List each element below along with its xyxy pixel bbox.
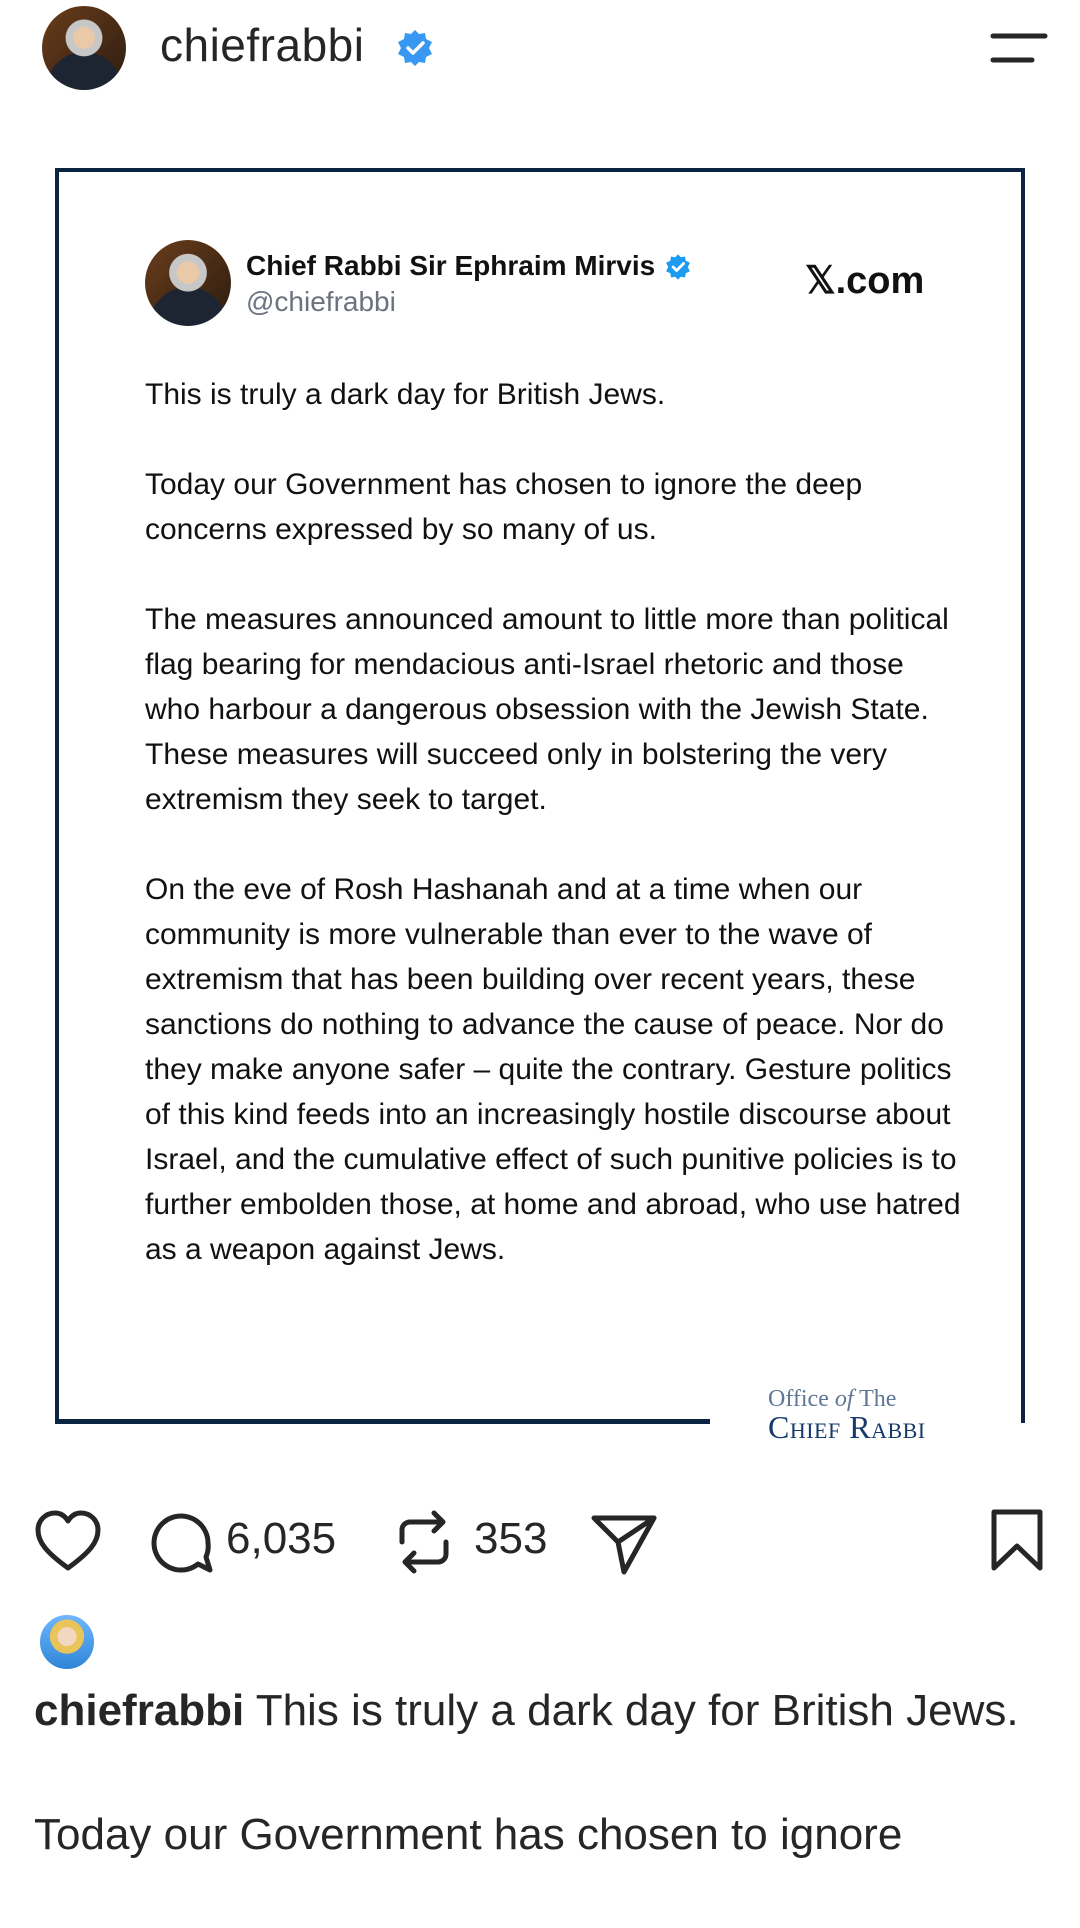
caption-text: This is truly a dark day for British Jews.: [244, 1686, 1019, 1735]
bookmark-icon[interactable]: [990, 1508, 1044, 1572]
heart-icon[interactable]: [34, 1510, 102, 1574]
tweet-paragraph: The measures announced amount to little more than political flag bearing for mendacious anti-Israel rhetoric and those who harbour a dangerous obsession with the Jewish State. These measures will succeed only in bolstering the very extremism they seek to target.: [145, 603, 949, 816]
tweet-author-avatar: [145, 240, 231, 326]
repost-count[interactable]: 353: [474, 1514, 548, 1563]
tweet-author-name: Chief Rabbi Sir Ephraim Mirvis: [246, 250, 656, 281]
logo-line-2: Chief Rabbi: [768, 1409, 926, 1445]
caption-first-paragraph: [34, 1680, 1044, 1742]
tweet-paragraph: On the eve of Rosh Hashanah and at a time when our community is more vulnerable than ever to the wave of extremism that has been building over recent years, these sanctions do nothing to advance the cause of peace. Nor do they make anyone safer – quite the contrary. Gesture politics of this kind feeds into an increasingly hostile discourse about Israel, and the cumulative effect of such punitive policies is to further embolden those, at home and abroad, who use hatred as a weapon against Jews.: [145, 873, 961, 1266]
post-action-bar: [0, 1500, 1080, 1590]
card-border-line: [55, 1419, 710, 1424]
office-of-the-chief-rabbi-logo: [768, 1386, 926, 1446]
profile-avatar[interactable]: [42, 6, 126, 90]
profile-username[interactable]: chiefrabbi: [160, 19, 365, 71]
x-com-label: 𝕏.com: [805, 260, 925, 302]
menu-icon[interactable]: [990, 30, 1048, 66]
comment-count[interactable]: 6,035: [226, 1514, 337, 1563]
tweet-verified-icon: [664, 253, 692, 281]
tweet-paragraph: Today our Government has chosen to ignore the deep concerns expressed by so many of us.: [145, 468, 863, 546]
logo-text: Office: [768, 1386, 835, 1412]
tweet-author-handle: @chiefrabbi: [246, 286, 396, 317]
logo-text: of: [834, 1386, 854, 1412]
tweet-text: [145, 372, 965, 1317]
verified-badge-icon: [395, 28, 435, 68]
share-icon[interactable]: [590, 1512, 658, 1576]
repost-icon[interactable]: [394, 1508, 454, 1576]
post-caption: [34, 1680, 1044, 1928]
profile-header: [0, 0, 1080, 100]
logo-text: The: [853, 1386, 897, 1412]
tweet-paragraph: This is truly a dark day for British Jews.: [145, 378, 666, 411]
caption-username[interactable]: chiefrabbi: [34, 1686, 245, 1735]
comment-icon[interactable]: [148, 1510, 214, 1576]
caption-second-paragraph: Today our Government has chosen to ignore: [34, 1810, 903, 1859]
liked-by-avatar[interactable]: [38, 1613, 96, 1671]
